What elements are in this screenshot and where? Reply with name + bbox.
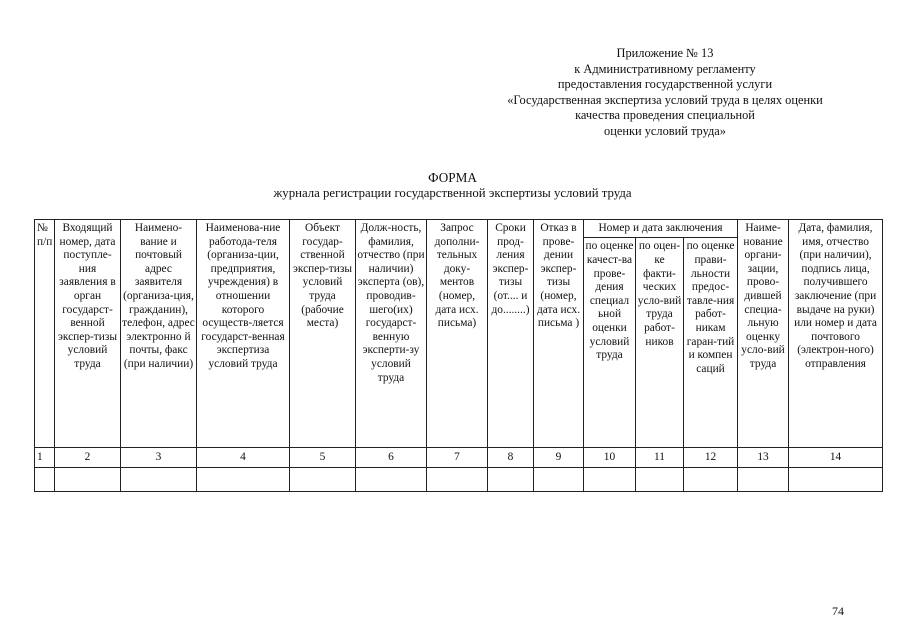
column-number: 13 <box>738 448 789 468</box>
empty-cell <box>121 468 197 492</box>
page-number: 74 <box>832 604 844 618</box>
column-number: 5 <box>290 448 356 468</box>
header-object: Объект государ-ственной экспер-тизы условий труда (рабочие места) <box>290 220 356 448</box>
subheader-quality: по оценке качест-ва прове-дения специал ьной оценки условий труда <box>584 238 636 448</box>
column-number: 3 <box>121 448 197 468</box>
appendix-line-6: оценки условий труда» <box>604 123 726 138</box>
header-employer: Наименова-ние работода-теля (организа-ции, предприятия, учреждения) в отношении которого осуществ-ляется государст-венная экспертиза условий труда <box>197 220 290 448</box>
empty-cell <box>584 468 636 492</box>
empty-cell <box>488 468 534 492</box>
column-number: 2 <box>55 448 121 468</box>
header-refusal: Отказ в прове-дении экспер-тизы (номер, дата исх. письма ) <box>534 220 584 448</box>
column-number: 11 <box>636 448 684 468</box>
empty-row <box>35 468 883 492</box>
empty-cell <box>35 468 55 492</box>
empty-cell <box>534 468 584 492</box>
empty-cell <box>636 468 684 492</box>
column-number: 10 <box>584 448 636 468</box>
header-applicant: Наимено-вание и почтовый адрес заявителя (организа-ция, гражданин), телефон, адрес электронно й почты, факс (при наличии) <box>121 220 197 448</box>
header-number: № п/п <box>35 220 55 448</box>
appendix-header <box>430 46 900 140</box>
appendix-line-4: «Государственная экспертиза условий труда в целях оценки <box>507 92 823 107</box>
column-number: 4 <box>197 448 290 468</box>
empty-cell <box>55 468 121 492</box>
empty-cell <box>356 468 427 492</box>
header-request: Запрос дополни-тельных доку-ментов (номер, дата исх. письма) <box>427 220 488 448</box>
empty-cell <box>290 468 356 492</box>
header-recipient: Дата, фамилия, имя, отчество (при наличии), подпись лица, получившего заключение (при выдаче на руки) или номер и дата почтового (электрон-ного) отправления <box>789 220 883 448</box>
header-organization: Наиме-нование органи-зации, прово-дившей специа-льную оценку усло-вий труда <box>738 220 789 448</box>
journal-table <box>34 219 883 492</box>
header-conclusion-group: Номер и дата заключения <box>584 220 738 238</box>
empty-cell <box>197 468 290 492</box>
form-title: ФОРМА <box>428 170 477 185</box>
column-number: 9 <box>534 448 584 468</box>
appendix-line-1: Приложение № 13 <box>616 46 714 60</box>
column-number: 8 <box>488 448 534 468</box>
form-subtitle: журнала регистрации государственной экспертизы условий труда <box>273 186 632 200</box>
appendix-line-5: качества проведения специальной <box>575 108 755 123</box>
header-extension: Сроки прод-ления экспер-тизы (от.... и до........) <box>488 220 534 448</box>
column-number: 1 <box>35 448 55 468</box>
column-number: 14 <box>789 448 883 468</box>
empty-cell <box>427 468 488 492</box>
column-number: 12 <box>684 448 738 468</box>
header-expert: Долж-ность, фамилия, отчество (при наличии) эксперта (ов), проводив-шего(их) государст-венную эксперти-зу условий труда <box>356 220 427 448</box>
appendix-line-2: к Административному регламенту <box>574 61 756 76</box>
empty-cell <box>738 468 789 492</box>
column-number: 7 <box>427 448 488 468</box>
subheader-actual-conditions: по оцен-ке факти-ческих усло-вий труда работ-ников <box>636 238 684 448</box>
column-numbers-row <box>35 448 883 468</box>
empty-cell <box>684 468 738 492</box>
subheader-guarantees: по оценке прави-льности предос-тавле-ния работ-никам гаран-тий и компен саций <box>684 238 738 448</box>
header-incoming: Входящий номер, дата поступле-ния заявления в орган государст-венной экспер-тизы условий труда <box>55 220 121 448</box>
column-number: 6 <box>356 448 427 468</box>
appendix-line-3: предоставления государственной услуги <box>557 77 773 92</box>
empty-cell <box>789 468 883 492</box>
